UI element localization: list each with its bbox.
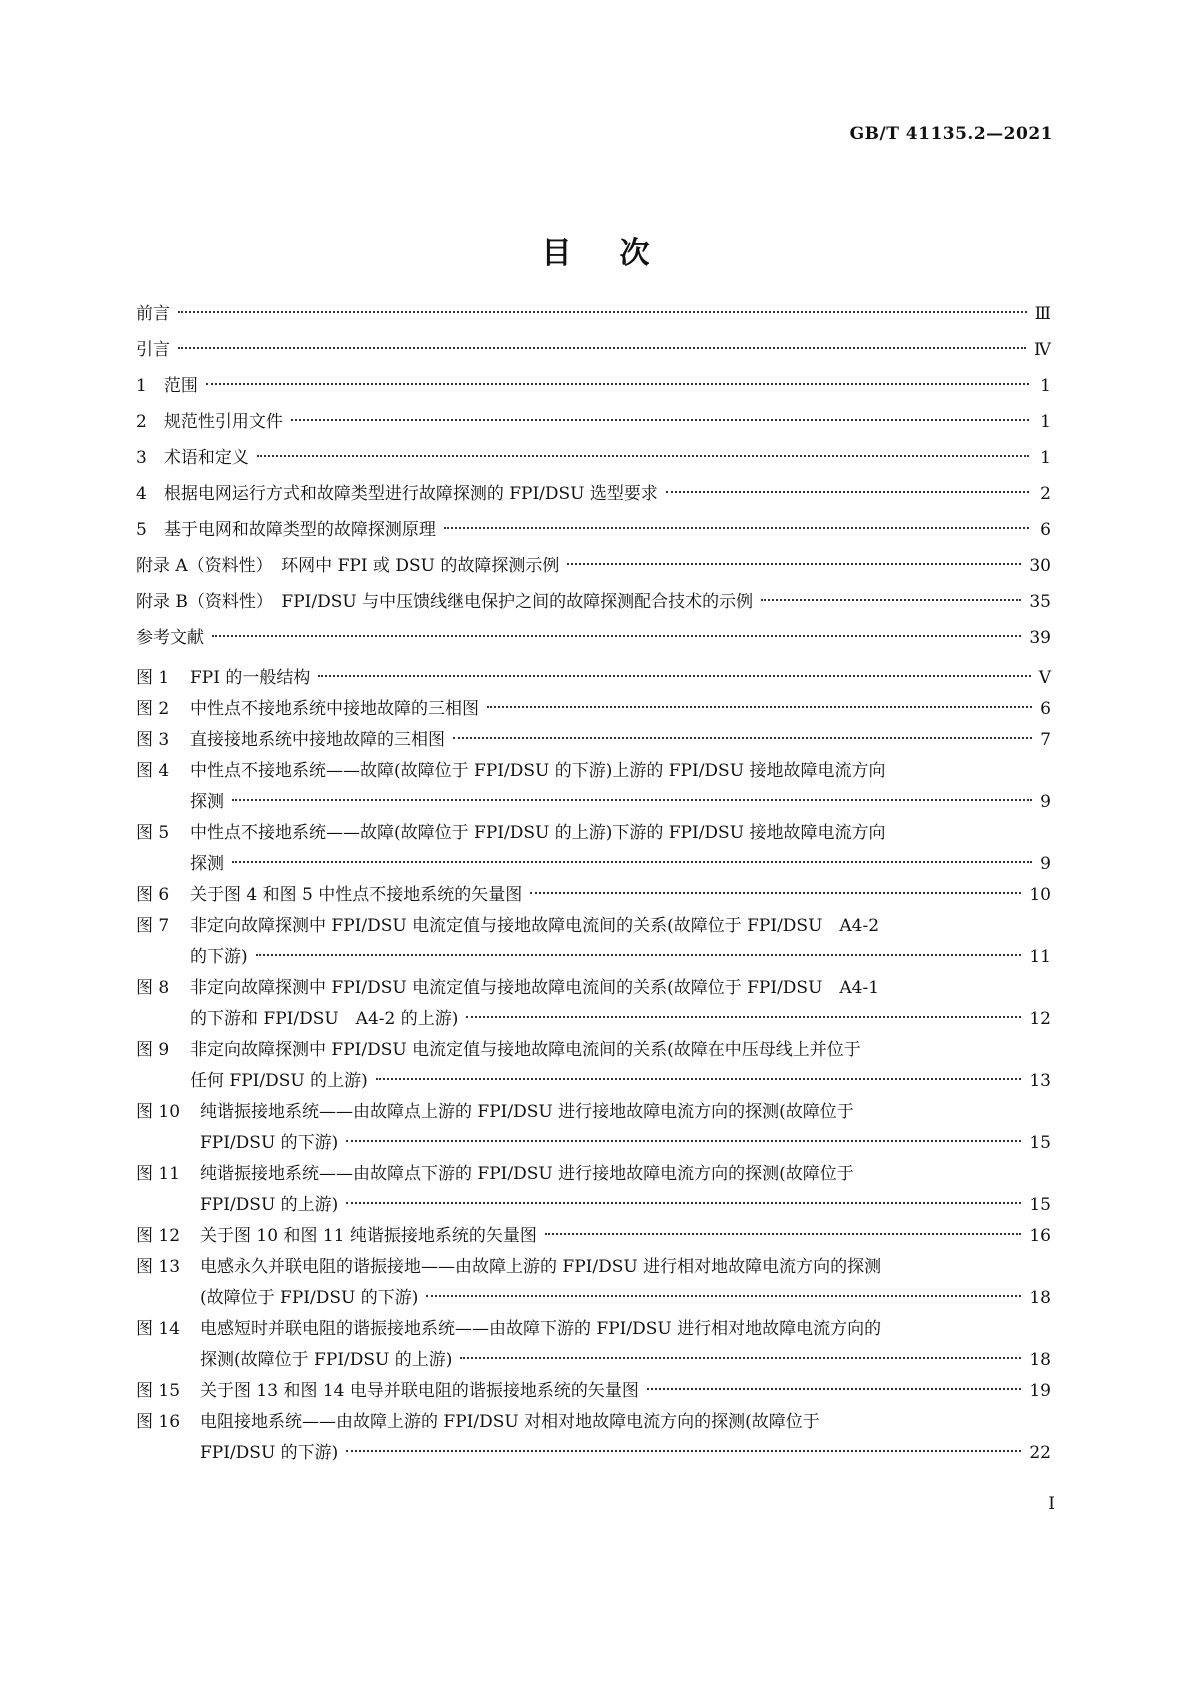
- figure-entry[interactable]: [136, 973, 1051, 1035]
- figure-number: 图 4: [136, 761, 170, 781]
- dot-leader: [206, 383, 1029, 385]
- figure-number: 图 7: [136, 916, 170, 936]
- toc-figures: [136, 663, 1051, 1469]
- figure-number: 图 6: [136, 885, 170, 905]
- toc-entry-label: 参考文献: [136, 628, 204, 648]
- figure-number: 图 8: [136, 978, 170, 998]
- dot-leader: [761, 599, 1021, 601]
- toc-entry-label: 3 术语和定义: [136, 448, 249, 468]
- figure-number: 图 15: [136, 1381, 181, 1401]
- figure-entry[interactable]: [136, 1035, 1051, 1097]
- figure-entry[interactable]: [136, 694, 1051, 725]
- toc-entry[interactable]: [136, 584, 1051, 620]
- figure-page: 11: [1029, 947, 1051, 967]
- dot-leader: [346, 1450, 1021, 1452]
- toc-entry[interactable]: [136, 404, 1051, 440]
- figure-title: 非定向故障探测中 FPI/DSU 电流定值与接地故障电流间的关系(故障位于 FPI/DSU A4-2: [190, 916, 880, 936]
- toc-sections: [136, 296, 1051, 656]
- dot-leader: [666, 491, 1029, 493]
- figure-entry[interactable]: [136, 1221, 1051, 1252]
- toc-entry[interactable]: [136, 296, 1051, 332]
- figure-title: 纯谐振接地系统——由故障点下游的 FPI/DSU 进行接地故障电流方向的探测(故障位于: [200, 1164, 854, 1184]
- dot-leader: [460, 1357, 1021, 1359]
- figure-entry[interactable]: [136, 725, 1051, 756]
- toc-entry-label: 5 基于电网和故障类型的故障探测原理: [136, 520, 436, 540]
- standard-code: GB/T 41135.2—2021: [849, 124, 1053, 144]
- dot-leader: [318, 675, 1030, 677]
- figure-number: 图 12: [136, 1226, 181, 1246]
- figure-title-continued: 探测: [190, 792, 224, 812]
- dot-leader: [647, 1388, 1021, 1390]
- toc-entry[interactable]: [136, 332, 1051, 368]
- dot-leader: [232, 799, 1032, 801]
- dot-leader: [257, 455, 1029, 457]
- figure-title: 电阻接地系统——由故障上游的 FPI/DSU 对相对地故障电流方向的探测(故障位于: [200, 1412, 820, 1432]
- figure-number: 图 2: [136, 699, 170, 719]
- toc-entry-page: 39: [1029, 628, 1051, 648]
- toc-entry-page: 2: [1040, 484, 1051, 504]
- figure-page: 18: [1029, 1288, 1051, 1308]
- toc-entry-page: 35: [1029, 592, 1051, 612]
- dot-leader: [178, 347, 1026, 349]
- toc-entry-label: 引言: [136, 340, 170, 360]
- figure-title-continued: FPI/DSU 的下游): [200, 1443, 339, 1463]
- dot-leader: [346, 1202, 1021, 1204]
- figure-title-continued: 任何 FPI/DSU 的上游): [190, 1071, 368, 1091]
- dot-leader: [453, 737, 1032, 739]
- figure-title: 纯谐振接地系统——由故障点上游的 FPI/DSU 进行接地故障电流方向的探测(故障位于: [200, 1102, 854, 1122]
- toc-entry[interactable]: [136, 620, 1051, 656]
- toc-entry-label: 附录 A（资料性） 环网中 FPI 或 DSU 的故障探测示例: [136, 556, 560, 576]
- figure-page: 19: [1029, 1381, 1051, 1401]
- figure-page: 15: [1029, 1195, 1051, 1215]
- toc-entry[interactable]: [136, 440, 1051, 476]
- figure-page: Ⅴ: [1038, 668, 1051, 688]
- figure-title-continued: FPI/DSU 的上游): [200, 1195, 339, 1215]
- figure-entry[interactable]: [136, 1407, 1051, 1469]
- dot-leader: [567, 563, 1021, 565]
- figure-title: 非定向故障探测中 FPI/DSU 电流定值与接地故障电流间的关系(故障在中压母线上并位于: [190, 1040, 861, 1060]
- toc-entry[interactable]: [136, 476, 1051, 512]
- figure-entry[interactable]: [136, 756, 1051, 818]
- toc-entry[interactable]: [136, 548, 1051, 584]
- figure-page: 7: [1040, 730, 1051, 750]
- toc-entry-page: Ⅲ: [1034, 304, 1051, 324]
- toc-entry[interactable]: [136, 368, 1051, 404]
- toc-entry-page: Ⅳ: [1034, 340, 1051, 360]
- figure-entry[interactable]: [136, 911, 1051, 973]
- toc-entry-page: 1: [1040, 448, 1051, 468]
- dot-leader: [256, 954, 1022, 956]
- toc-entry[interactable]: [136, 512, 1051, 548]
- figure-page: 18: [1029, 1350, 1051, 1370]
- page-number: I: [1048, 1494, 1055, 1514]
- dot-leader: [426, 1295, 1021, 1297]
- dot-leader: [212, 635, 1021, 637]
- toc-entry-label: 附录 B（资料性） FPI/DSU 与中压馈线继电保护之间的故障探测配合技术的示例: [136, 592, 754, 612]
- figure-page: 10: [1029, 885, 1051, 905]
- figure-number: 图 5: [136, 823, 170, 843]
- figure-title: 关于图 10 和图 11 纯谐振接地系统的矢量图: [200, 1226, 537, 1246]
- figure-title-continued: FPI/DSU 的下游): [200, 1133, 339, 1153]
- figure-title-continued: 探测: [190, 854, 224, 874]
- figure-number: 图 14: [136, 1319, 181, 1339]
- toc-entry-page: 6: [1040, 520, 1051, 540]
- toc-entry-page: 1: [1040, 412, 1051, 432]
- dot-leader: [178, 311, 1027, 313]
- toc-entry-page: 1: [1040, 376, 1051, 396]
- figure-number: 图 11: [136, 1164, 181, 1184]
- dot-leader: [530, 892, 1021, 894]
- figure-title-continued: 探测(故障位于 FPI/DSU 的上游): [200, 1350, 453, 1370]
- figure-page: 9: [1040, 854, 1051, 874]
- dot-leader: [376, 1078, 1022, 1080]
- figure-title: 中性点不接地系统中接地故障的三相图: [190, 699, 479, 719]
- figure-page: 16: [1029, 1226, 1051, 1246]
- figure-number: 图 1: [136, 668, 170, 688]
- dot-leader: [291, 419, 1029, 421]
- figure-title-continued: 的下游和 FPI/DSU A4-2 的上游): [190, 1009, 459, 1029]
- figure-number: 图 9: [136, 1040, 170, 1060]
- figure-title: 关于图 13 和图 14 电导并联电阻的谐振接地系统的矢量图: [200, 1381, 639, 1401]
- figure-entry[interactable]: [136, 1159, 1051, 1221]
- dot-leader: [444, 527, 1029, 529]
- dot-leader: [232, 861, 1032, 863]
- figure-number: 图 10: [136, 1102, 181, 1122]
- figure-entry[interactable]: [136, 1097, 1051, 1159]
- figure-page: 9: [1040, 792, 1051, 812]
- figure-title: 中性点不接地系统——故障(故障位于 FPI/DSU 的下游)上游的 FPI/DSU 接地故障电流方向: [190, 761, 886, 781]
- figure-entry[interactable]: [136, 1376, 1051, 1407]
- figure-page: 12: [1029, 1009, 1051, 1029]
- figure-entry[interactable]: [136, 818, 1051, 880]
- toc-entry-label: 2 规范性引用文件: [136, 412, 283, 432]
- toc-entry-label: 1 范围: [136, 376, 198, 396]
- figure-entry[interactable]: [136, 1252, 1051, 1314]
- figure-entry[interactable]: [136, 880, 1051, 911]
- figure-title: 中性点不接地系统——故障(故障位于 FPI/DSU 的上游)下游的 FPI/DSU 接地故障电流方向: [190, 823, 886, 843]
- toc-entry-label: 4 根据电网运行方式和故障类型进行故障探测的 FPI/DSU 选型要求: [136, 484, 658, 504]
- figure-number: 图 16: [136, 1412, 181, 1432]
- figure-title: 电感短时并联电阻的谐振接地系统——由故障下游的 FPI/DSU 进行相对地故障电流方向的: [200, 1319, 882, 1339]
- dot-leader: [466, 1016, 1021, 1018]
- figure-entry[interactable]: [136, 1314, 1051, 1376]
- toc-entry-page: 30: [1029, 556, 1051, 576]
- figure-number: 图 13: [136, 1257, 181, 1277]
- figure-page: 13: [1029, 1071, 1051, 1091]
- figure-title-continued: 的下游): [190, 947, 248, 967]
- figure-page: 22: [1029, 1443, 1051, 1463]
- page-title: 目次: [541, 236, 698, 271]
- figure-page: 15: [1029, 1133, 1051, 1153]
- dot-leader: [487, 706, 1032, 708]
- figure-title: 直接接地系统中接地故障的三相图: [190, 730, 445, 750]
- figure-title: FPI 的一般结构: [190, 668, 311, 688]
- figure-page: 6: [1040, 699, 1051, 719]
- figure-title: 非定向故障探测中 FPI/DSU 电流定值与接地故障电流间的关系(故障位于 FPI/DSU A4-1: [190, 978, 880, 998]
- figure-number: 图 3: [136, 730, 170, 750]
- dot-leader: [545, 1233, 1021, 1235]
- figure-entry[interactable]: [136, 663, 1051, 694]
- figure-title-continued: (故障位于 FPI/DSU 的下游): [200, 1288, 419, 1308]
- dot-leader: [346, 1140, 1021, 1142]
- figure-title: 电感永久并联电阻的谐振接地——由故障上游的 FPI/DSU 进行相对地故障电流方向的探测: [200, 1257, 882, 1277]
- toc-entry-label: 前言: [136, 304, 170, 324]
- figure-title: 关于图 4 和图 5 中性点不接地系统的矢量图: [190, 885, 523, 905]
